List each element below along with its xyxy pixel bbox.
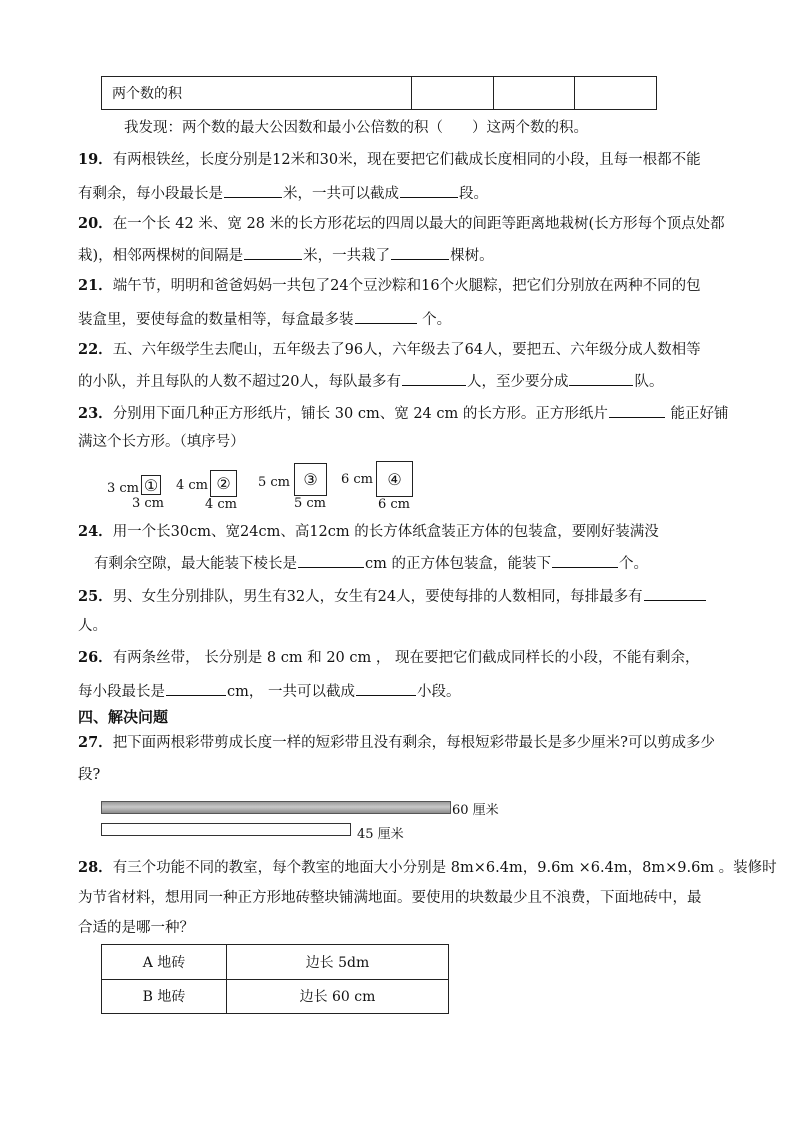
square-2-side-label: 4 cm <box>176 478 209 493</box>
ribbon-1 <box>101 801 451 814</box>
answer-blank[interactable] <box>224 183 282 198</box>
question-text: 队。 <box>634 374 664 390</box>
question-text: cm 的正方体包装盒，能装下 <box>365 556 551 572</box>
question-23-line2 <box>78 433 245 451</box>
answer-blank[interactable] <box>244 245 302 260</box>
question-text: 满这个长方形。（填序号） <box>78 434 245 450</box>
square-2-mark: ② <box>216 474 231 493</box>
question-text: 段。 <box>459 186 488 202</box>
question-28-line2 <box>78 889 702 907</box>
question-text: 个。 <box>618 556 648 572</box>
question-21-line1 <box>78 277 701 295</box>
question-text: 合适的是哪一种？ <box>78 920 194 936</box>
answer-blank[interactable] <box>355 309 417 324</box>
question-number: 20． <box>78 215 113 232</box>
square-4-side-label: 6 cm <box>341 472 374 487</box>
discover-text: 我发现：两个数的最大公因数和最小公倍数的积（ ）这两个数的积。 <box>124 120 588 136</box>
question-number: 25． <box>78 588 113 605</box>
square-3 <box>294 463 327 496</box>
question-number: 26． <box>78 649 113 666</box>
question-number: 22． <box>78 341 113 358</box>
square-2-bottom-label: 4 cm <box>205 497 238 512</box>
answer-blank[interactable] <box>644 586 706 601</box>
question-text: 段? <box>78 767 101 783</box>
question-26-line1 <box>78 649 699 667</box>
tile-spec-cell <box>227 945 449 980</box>
square-4-bottom-label: 6 cm <box>378 497 411 512</box>
top-table <box>101 76 657 110</box>
question-24-line2 <box>94 553 648 573</box>
ribbon-2 <box>101 823 351 836</box>
square-2 <box>210 470 237 497</box>
question-text: 有两根铁丝，长度分别是12米和30米，现在要把它们截成长度相同的小段，且每一根都不能 <box>112 152 701 168</box>
answer-blank[interactable] <box>402 371 466 386</box>
question-number: 23． <box>78 405 113 422</box>
table-cell <box>493 77 575 110</box>
question-text: 分别用下面几种正方形纸片，铺长 30 cm、宽 24 cm 的长方形。正方形纸片 <box>112 406 608 422</box>
tile-name: A 地砖 <box>142 954 186 971</box>
tile-spec-cell <box>227 979 449 1014</box>
tile-table <box>101 944 449 1014</box>
question-text: 能正好铺 <box>665 406 729 422</box>
question-text: 在一个长 42 米、宽 28 米的长方形花坛的四周以最大的间距等距离地栽树(长方形每个顶点处都 <box>112 216 725 232</box>
answer-blank[interactable] <box>391 245 449 260</box>
ribbon-1-label: 60 厘米 <box>452 803 499 818</box>
square-1-bottom-label: 3 cm <box>132 496 165 511</box>
question-22-line2 <box>78 371 663 391</box>
question-text: 米，一共可以截成 <box>283 186 399 202</box>
question-28-line3 <box>78 919 194 937</box>
question-text: 五、六年级学生去爬山，五年级去了96人，六年级去了64人，要把五、六年级分成人数相等 <box>112 342 701 358</box>
question-27-line2 <box>78 766 100 784</box>
question-text: 小段。 <box>416 684 461 700</box>
square-3-side-label: 5 cm <box>258 475 291 490</box>
question-text: 把下面两根彩带剪成长度一样的短彩带且没有剩余，每根短彩带最长是多少厘米?可以剪成多少 <box>112 735 715 751</box>
answer-blank[interactable] <box>356 681 416 696</box>
question-19-line2 <box>78 183 488 203</box>
question-text: cm， 一共可以截成 <box>227 684 355 700</box>
question-number: 24． <box>78 523 113 540</box>
question-text: 端午节，明明和爸爸妈妈一共包了24个豆沙粽和16个火腿粽，把它们分别放在两种不同的包 <box>112 278 701 294</box>
table-cell <box>411 77 493 110</box>
tile-spec: 边长 5dm <box>305 954 370 971</box>
question-20-line2 <box>78 245 494 265</box>
answer-blank[interactable] <box>298 553 364 568</box>
tile-spec: 边长 60 cm <box>299 989 376 1006</box>
square-1-side-label: 3 cm <box>107 481 140 496</box>
question-26-line2 <box>78 681 460 701</box>
row-label-text: 两个数的积 <box>112 86 182 102</box>
question-text: 为节省材料，想用同一种正方形地砖整块铺满地面。要使用的块数最少且不浪费，下面地砖中，最 <box>78 890 702 906</box>
question-19-line1 <box>78 151 701 169</box>
square-4 <box>376 461 413 497</box>
question-number: 21． <box>78 277 113 294</box>
question-text: 的小队，并且每队的人数不超过20人，每队最多有 <box>78 374 401 390</box>
table-cell <box>575 77 657 110</box>
table-row-label <box>102 77 412 110</box>
question-text: 有两条丝带， 长分别是 8 cm 和 20 cm ， 现在要把它们截成同样长的小段，不能有剩余， <box>112 650 700 666</box>
question-20-line1 <box>78 215 725 233</box>
question-22-line1 <box>78 341 701 359</box>
table-row <box>102 979 449 1014</box>
ribbon-2-label: 45 厘米 <box>357 827 404 842</box>
tile-name-cell <box>102 945 227 980</box>
question-28-line1 <box>78 859 777 877</box>
tile-name-cell <box>102 979 227 1014</box>
question-text: 个。 <box>417 312 452 328</box>
question-text: 人，至少要分成 <box>466 374 569 390</box>
answer-blank[interactable] <box>569 371 633 386</box>
square-4-mark: ④ <box>387 469 402 489</box>
question-text: 每小段最长是 <box>78 684 165 700</box>
answer-blank[interactable] <box>609 403 665 418</box>
question-24-line1 <box>78 523 659 541</box>
square-3-bottom-label: 5 cm <box>294 496 327 511</box>
answer-blank[interactable] <box>400 183 458 198</box>
question-25-line1 <box>78 586 707 606</box>
question-text: 人。 <box>78 618 107 634</box>
question-27-line1 <box>78 734 715 752</box>
question-text: 用一个长30cm、宽24cm、高12cm 的长方体纸盒装正方体的包装盒，要刚好装满没 <box>112 524 659 540</box>
question-text: 有三个功能不同的教室，每个教室的地面大小分别是 8m×6.4m，9.6m ×6.4m，8m×9.6m 。装修时 <box>112 860 777 876</box>
table-row <box>102 945 449 980</box>
answer-blank[interactable] <box>166 681 226 696</box>
question-23-line1 <box>78 403 728 423</box>
question-text: 棵树。 <box>450 248 494 264</box>
question-number: 19． <box>78 151 113 168</box>
question-number: 28． <box>78 859 113 876</box>
question-21-line2 <box>78 309 451 329</box>
question-text: 男、女生分别排队，男生有32人，女生有24人，要使每排的人数相同，每排最多有 <box>112 589 643 605</box>
question-25-line2 <box>78 617 107 635</box>
question-number: 27． <box>78 734 113 751</box>
question-text: 栽)，相邻两棵树的间隔是 <box>78 248 244 264</box>
question-text: 米，一共栽了 <box>303 248 391 264</box>
tile-name: B 地砖 <box>142 989 186 1006</box>
answer-blank[interactable] <box>552 553 618 568</box>
square-3-mark: ③ <box>303 470 318 489</box>
question-text: 有剩余，每小段最长是 <box>78 186 223 202</box>
square-1-mark: ① <box>143 475 159 495</box>
question-text: 有剩余空隙，最大能装下棱长是 <box>94 556 297 572</box>
square-1 <box>141 475 161 495</box>
question-text: 装盒里，要使每盒的数量相等，每盒最多装 <box>78 312 354 328</box>
section-heading: 四、解决问题 <box>78 708 169 726</box>
